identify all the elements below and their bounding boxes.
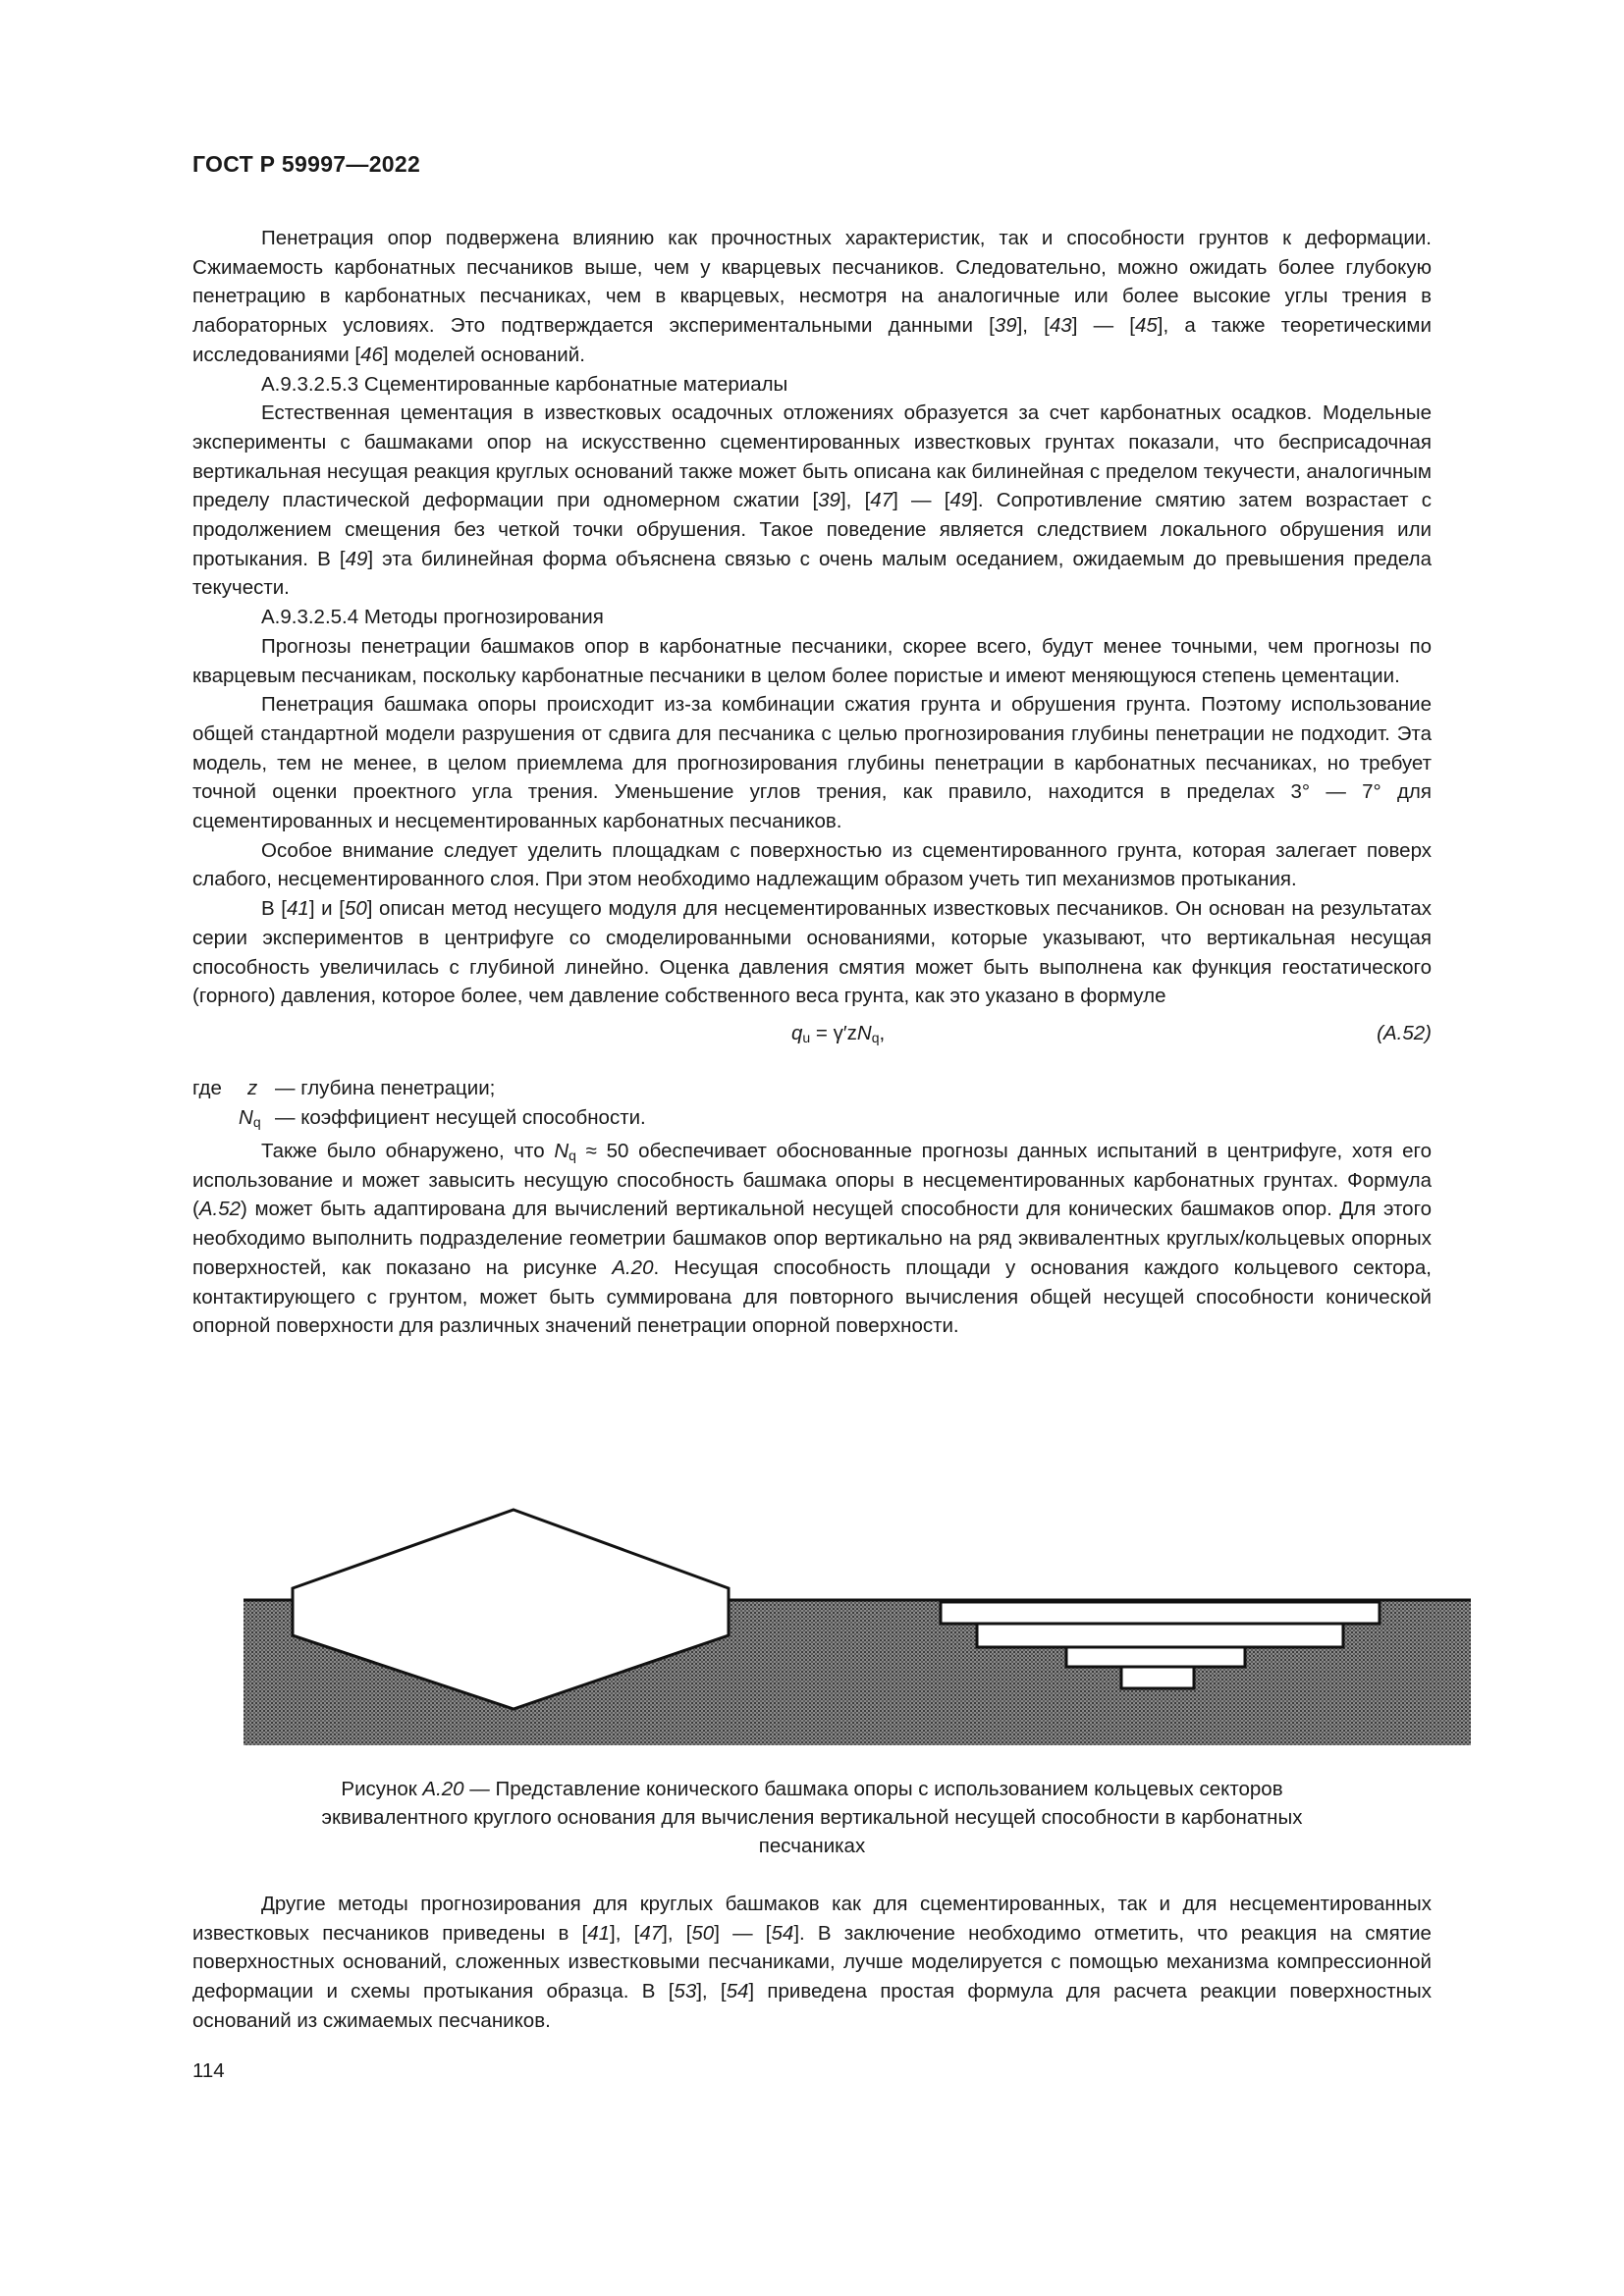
where-label: где — [192, 1076, 222, 1099]
text-run: ]. В заключение необходимо отметить, что реакция на смятие поверхностных оснований, сложенных известковыми песчаниками, лучше моделируется с помощью механизма компрессионной деформации и схемы протыкания образца. В [ — [192, 1921, 1432, 2003]
text-run: ], а также теоретическими исследованиями [ — [192, 314, 1432, 366]
ref-link: 54 — [771, 1921, 794, 1945]
paragraph-penetration-mechanism: Пенетрация башмака опоры происходит из-за комбинации сжатия грунта и обрушения грунта. Поэтому использование общей стандартной модели разрушения от сдвига для песчаника с целью прогнозирования глубины пенетрации не подходит. Эта модель, тем не менее, в целом приемлема для прогнозирования глубины пенетрации в карбонатных песчаниках, но требует точной оценки проектного угла трения. Уменьшение углов трения, как правило, находится в пределах 3° — 7° для сцементированных и несцементированных карбонатных песчаников. — [192, 693, 1432, 833]
formula-subscript: u — [802, 1029, 811, 1045]
ring-sector-2 — [977, 1624, 1343, 1647]
formula-text: = γ′z — [810, 1021, 857, 1044]
text-run: Другие методы прогнозирования для круглых башмаков как для сцементированных, так и для несцементированных известковых песчаников приведены в [ — [192, 1893, 1432, 1945]
symbol-sub: q — [252, 1113, 261, 1130]
text-run: ] — [ — [1071, 314, 1135, 338]
caption-line-1 — [192, 1775, 1432, 1803]
concluding-text — [192, 1890, 1432, 2036]
formula-subscript: q — [871, 1029, 880, 1045]
formula-symbol-n: N — [856, 1021, 872, 1044]
paragraph-special-attention: Особое внимание следует уделить площадкам с поверхностью из сцементированного грунта, которая залегает поверх слабого, несцементированного слоя. При этом необходимо надлежащим образом учеть тип механизмов протыкания. — [192, 838, 1432, 891]
text-run: Естественная цементация в известковых осадочных отложениях образуется за счет карбонатных осадков. Модельные эксперименты с башмаками опор на искусственно сцементированных известковых грунтах показали, что бесприсадочная вертикальная несущая реакция круглых оснований также может быть описана как билинейная с пределом текучести, аналогичным пределу пластической деформации при одномерном сжатии [ — [192, 401, 1432, 512]
ref-link: 41 — [587, 1921, 611, 1945]
figure-a20-drawing — [244, 1470, 1471, 1745]
where-desc-nq: — коэффициент несущей способности. — [275, 1105, 646, 1129]
main-text — [192, 224, 1432, 1341]
document-header: ГОСТ Р 59997—2022 — [192, 151, 421, 177]
ref-link: 43 — [1049, 314, 1072, 338]
text-run: ], [ — [696, 1980, 727, 2003]
ref-link: 49 — [949, 489, 973, 512]
text-run: ] — [ — [893, 489, 950, 512]
ref-link: 49 — [345, 547, 368, 570]
paragraph-forecasts: Прогнозы пенетрации башмаков опор в карбонатные песчаники, скорее всего, будут менее точными, чем прогнозы по кварцевым песчаникам, поскольку карбонатные песчаники в целом более пористые и имеют меняющуюся степень цементации. — [192, 634, 1432, 687]
ref-link: 46 — [360, 343, 383, 366]
where-definition-nq — [192, 1103, 1432, 1137]
where-symbol-nq — [239, 1103, 261, 1133]
section-heading-a9-3-2-5-3: А.9.3.2.5.3 Сцементированные карбонатные материалы — [261, 372, 788, 396]
text-run: ] описан метод несущего модуля для несцементированных известковых песчаников. Он основан на результатах серии экспериментов в центрифуге со смоделированными основаниями, которые указывают, что вертикальная несущая способность увеличилась с глубиной линейно. Оценка давления смятия может быть выполнена как функция геостатического (горного) давления, которое более, чем давление собственного веса грунта, как это указано в формуле — [192, 897, 1432, 1008]
text-run: ] — [ — [714, 1921, 772, 1945]
ring-sector-1 — [941, 1602, 1380, 1624]
ref-link: 41 — [287, 897, 309, 921]
formula-expression — [791, 1019, 885, 1048]
formula-symbol-q: q — [791, 1021, 803, 1044]
paragraph-nq-findings — [192, 1137, 1432, 1341]
formula-ref: А.52 — [198, 1198, 241, 1221]
text-run: ] и [ — [308, 897, 345, 921]
formula-number — [1377, 1019, 1432, 1048]
text-run: ]. Сопротивление смятию затем возрастает с продолжением смещения без четкой точки обрушения. Такое поведение является следствием локального обрушения или протыкания. В [ — [192, 489, 1432, 570]
figure-caption — [192, 1775, 1432, 1860]
text-run: ], [ — [1016, 314, 1050, 338]
ref-link: 47 — [870, 489, 893, 512]
text-run: ] эта билинейная форма объяснена связью с очень малым оседанием, ожидаемым до превышения предела текучести. — [192, 547, 1432, 600]
caption-number: А.20 — [422, 1778, 464, 1800]
paragraph-other-methods — [192, 1890, 1432, 2036]
text-run: . Несущая способность площади у основания каждого кольцевого сектора, контактирующего с грунтом, может быть суммирована для повторного вычисления общей несущей способности конической опорной поверхности для различных значений пенетрации опорной поверхности. — [192, 1255, 1433, 1338]
figure-ref: А.20 — [612, 1255, 654, 1279]
text-run: ] приведена простая формула для расчета реакции поверхностных оснований из сжимаемых песчаников. — [192, 1980, 1432, 2032]
text-run: ], [ — [662, 1921, 692, 1945]
symbol-n: N — [554, 1139, 569, 1162]
caption-line-2: эквивалентного круглого основания для вычисления вертикальной несущей способности в карбонатных — [321, 1806, 1303, 1829]
where-symbol-z: z — [247, 1076, 258, 1099]
formula-number-text: (А.52) — [1377, 1021, 1432, 1044]
formula-text: , — [879, 1021, 886, 1044]
paragraph-penetration — [192, 224, 1432, 370]
ref-link: 53 — [674, 1980, 697, 2003]
ref-link: 50 — [344, 897, 367, 921]
ref-link: 39 — [994, 314, 1017, 338]
where-desc-z: — глубина пенетрации; — [275, 1076, 496, 1099]
caption-text: — Представление конического башмака опоры с использованием кольцевых секторов — [463, 1778, 1283, 1800]
text-run: ) может быть адаптирована для вычислений вертикальной несущей способности для конических башмаков опор. Для этого необходимо выполнить подразделение геометрии башмаков опор вертикально на ряд эквивалентных круглых/кольцевых опорных поверхностей, как показано на рисунке — [192, 1198, 1432, 1279]
text-run: Также было обнаружено, что — [261, 1139, 555, 1162]
where-definition-z — [192, 1074, 1432, 1103]
ring-sector-3 — [1066, 1647, 1245, 1667]
text-run: ], [ — [839, 489, 871, 512]
paragraph-bearing-modulus — [192, 894, 1432, 1011]
paragraph-cementation — [192, 399, 1432, 603]
text-run: ≈ 50 обеспечивает обоснованные прогнозы данных испытаний в центрифуге, хотя его использование и может завысить несущую способность башмака опоры в несцементированных карбонатных грунтах. Формула ( — [192, 1139, 1432, 1221]
ref-link: 54 — [726, 1980, 749, 2003]
ref-link: 50 — [691, 1921, 715, 1945]
text-run: ] моделей оснований. — [382, 343, 585, 366]
symbol-sub: q — [568, 1147, 576, 1163]
text-run: Пенетрация опор подвержена влиянию как прочностных характеристик, так и способности грунтов к деформации. Сжимаемость карбонатных песчаников выше, чем у кварцевых песчаников. Следовательно, можно ожидать более глубокую пенетрацию в карбонатных песчаниках, чем в кварцевых, несмотря на аналогичные или более высокие углы трения в лабораторных условиях. Это подтверждается экспериментальными данными [ — [192, 227, 1432, 338]
page-number: 114 — [192, 2059, 225, 2082]
ref-link: 39 — [818, 489, 840, 512]
figure-a20 — [244, 1470, 1471, 1745]
section-heading-a9-3-2-5-4: А.9.3.2.5.4 Методы прогнозирования — [261, 606, 604, 629]
symbol-n: N — [239, 1105, 253, 1129]
ring-sector-4 — [1121, 1667, 1194, 1688]
text-run: В [ — [261, 897, 287, 921]
caption-prefix: Рисунок — [341, 1778, 423, 1800]
text-run: ], [ — [610, 1921, 640, 1945]
formula-a52 — [192, 1015, 1432, 1054]
ref-link: 45 — [1134, 314, 1158, 338]
ref-link: 47 — [639, 1921, 663, 1945]
caption-line-3: песчаниках — [758, 1835, 866, 1857]
